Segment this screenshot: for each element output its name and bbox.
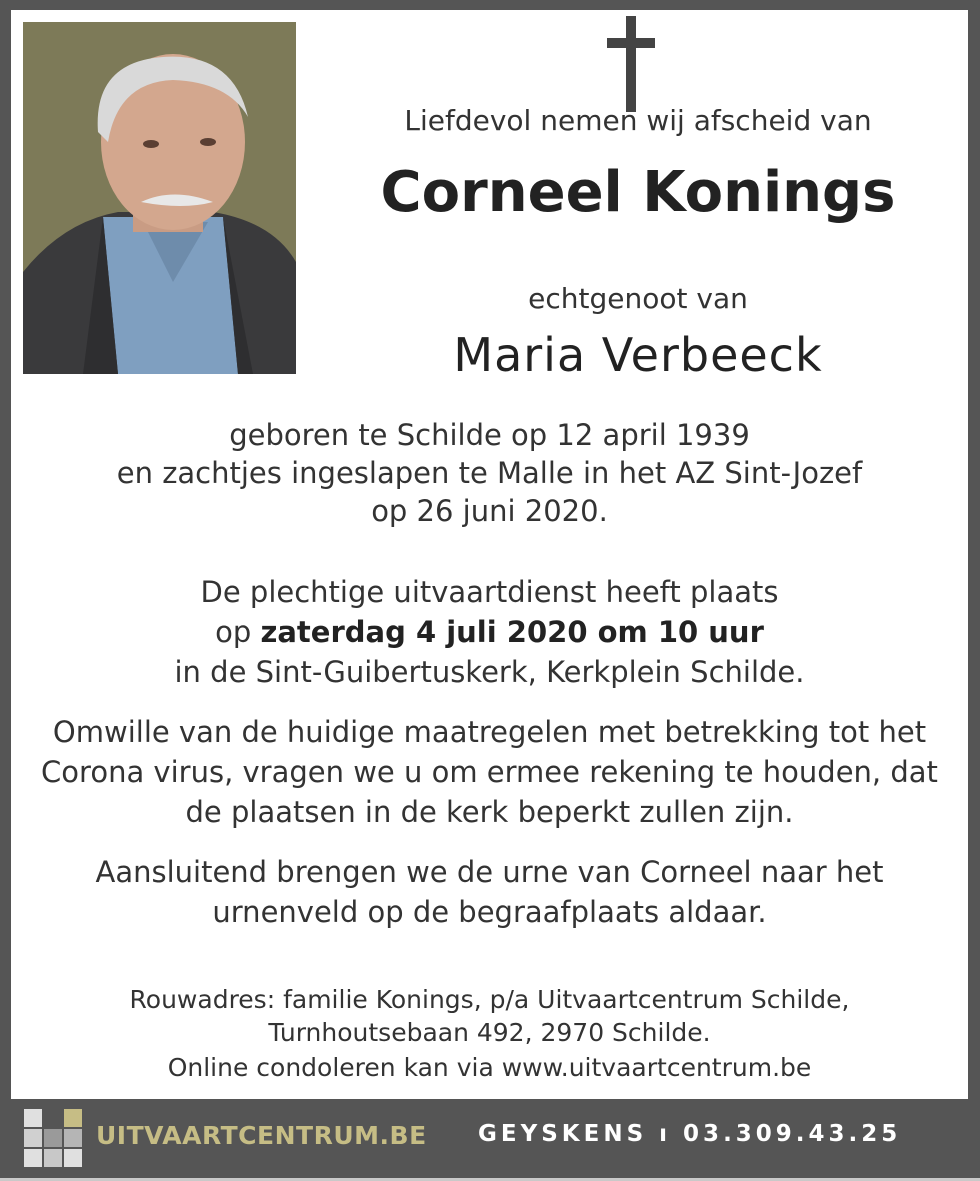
portrait-illustration: [23, 22, 296, 374]
cross-icon: [607, 16, 655, 112]
spouse-label: echtgenoot van: [528, 282, 748, 315]
service-location: in de Sint-Guibertuskerk, Kerkplein Schilde.: [174, 655, 805, 689]
obituary-card: [11, 10, 968, 1099]
brand-name: UITVAARTCENTRUM.BE: [96, 1121, 427, 1150]
urn-line-2: urnenveld op de begraafplaats aldaar.: [212, 895, 767, 929]
service-datetime: zaterdag 4 juli 2020 om 10 uur: [260, 615, 764, 649]
service-intro: De plechtige uitvaartdienst heeft plaats: [200, 575, 779, 609]
footer-bar: [0, 1099, 980, 1181]
service-prefix: op: [215, 615, 252, 649]
spouse-name: Maria Verbeeck: [453, 328, 823, 382]
death-date: op 26 juni 2020.: [371, 494, 608, 528]
death-line: en zachtjes ingeslapen te Malle in het AZ Sint-Jozef: [116, 456, 863, 490]
address-line-2: Turnhoutsebaan 492, 2970 Schilde.: [268, 1018, 711, 1047]
service-datetime-line: [11, 613, 968, 651]
urn-line-1: Aansluitend brengen we de urne van Corneel naar het: [95, 855, 884, 889]
corona-line-3: de plaatsen in de kerk beperkt zullen zijn.: [185, 795, 794, 829]
online-condolence: Online condoleren kan via www.uitvaartcentrum.be: [167, 1053, 812, 1082]
portrait-photo: [23, 22, 296, 374]
contact-info: GEYSKENS ı 03.309.43.25: [478, 1121, 902, 1147]
deceased-name: Corneel Konings: [380, 160, 896, 225]
corona-line-2: Corona virus, vragen we u om ermee rekening te houden, dat: [41, 755, 938, 789]
uitvaartcentrum-logo-icon: [24, 1109, 82, 1167]
address-line-1: Rouwadres: familie Konings, p/a Uitvaartcentrum Schilde,: [129, 985, 850, 1014]
corona-line-1: Omwille van de huidige maatregelen met betrekking tot het: [52, 715, 927, 749]
intro-text: Liefdevol nemen wij afscheid van: [404, 104, 872, 137]
birth-line: geboren te Schilde op 12 april 1939: [229, 418, 750, 452]
